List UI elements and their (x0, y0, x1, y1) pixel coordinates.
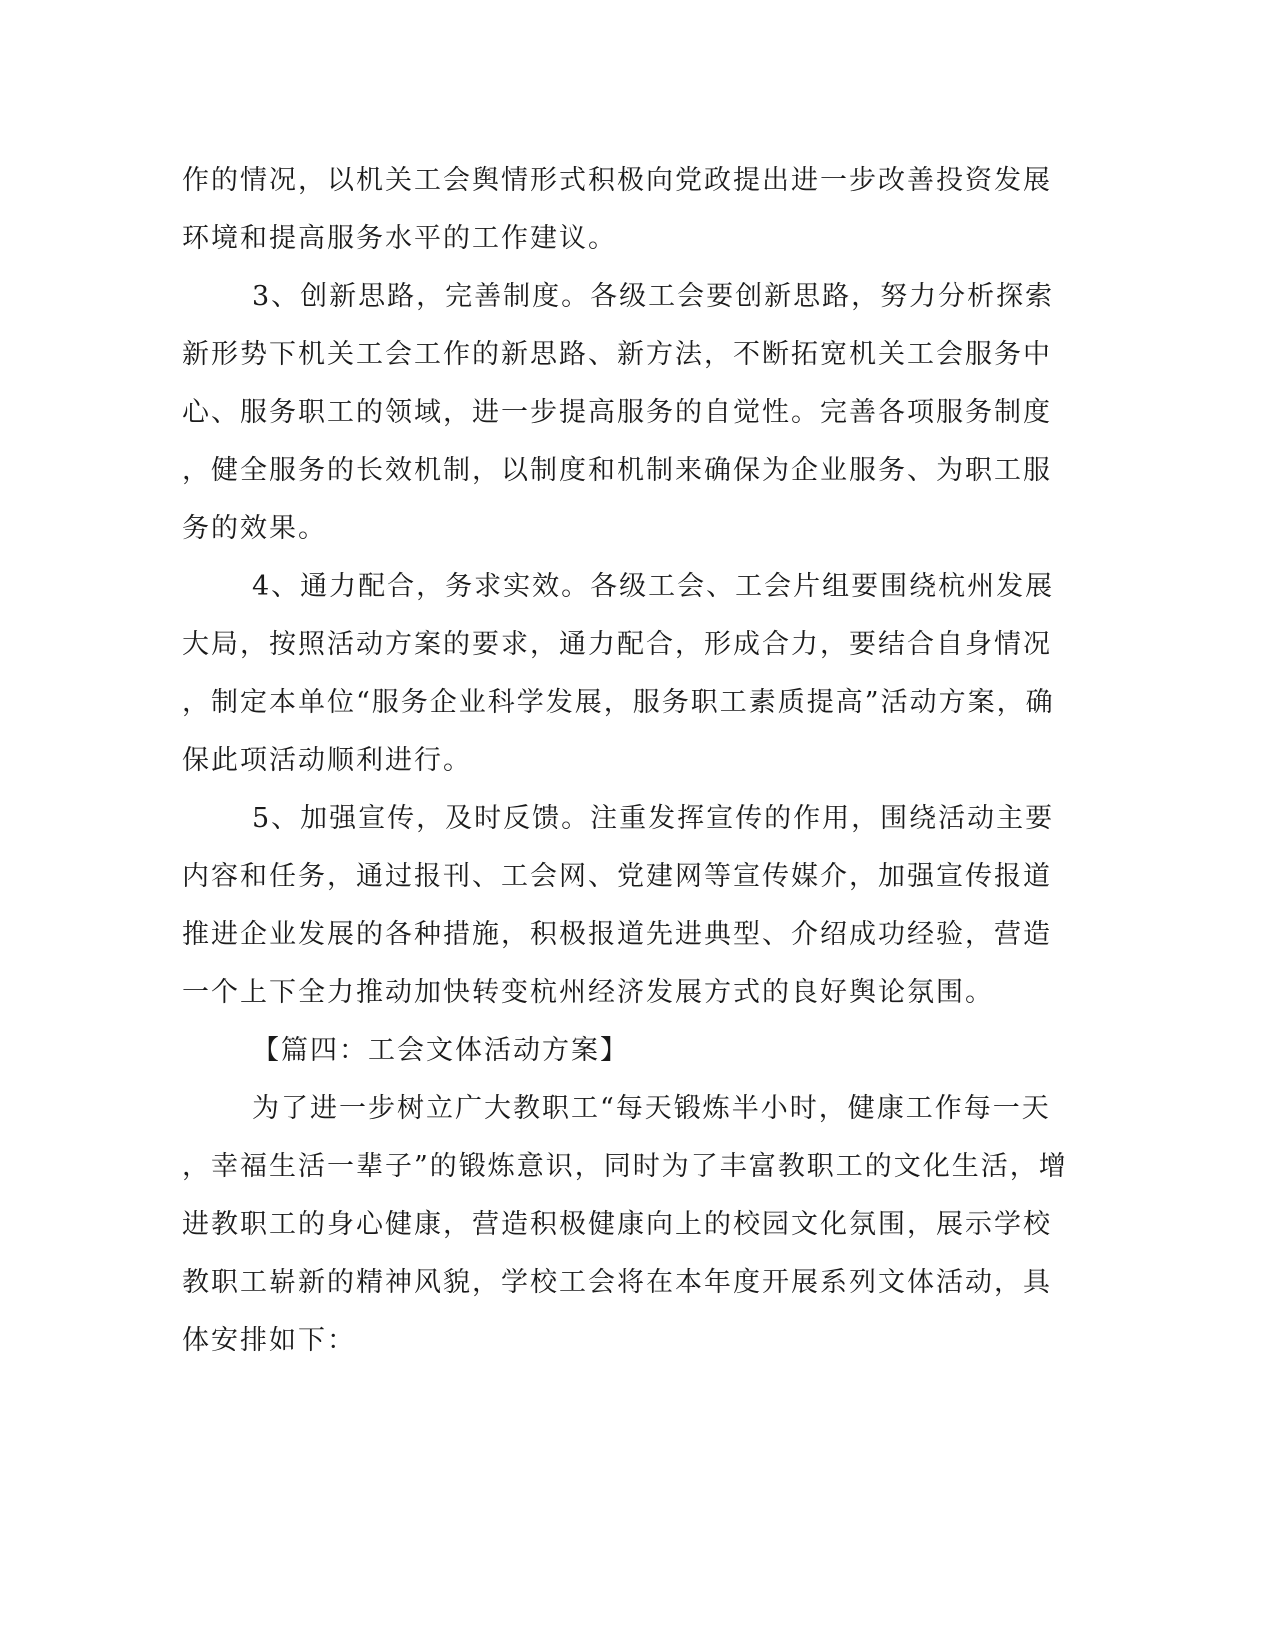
text-line: 4、通力配合，务求实效。各级工会、工会片组要围绕杭州发展 (252, 571, 1055, 602)
text-line: 体安排如下： (182, 1325, 356, 1356)
document-body (182, 152, 1068, 1370)
text-line: 5、加强宣传，及时反馈。注重发挥宣传的作用，围绕活动主要 (252, 803, 1055, 834)
section-heading: 【篇四：工会文体活动方案】 (252, 1035, 629, 1066)
text-line: 新形势下机关工会工作的新思路、新方法，不断拓宽机关工会服务中 (182, 339, 1052, 370)
text-line: ，幸福生活一辈子”的锻炼意识，同时为了丰富教职工的文化生活，增 (182, 1151, 1068, 1182)
text-line: 保此项活动顺利进行。 (182, 745, 472, 776)
text-line: 教职工崭新的精神风貌，学校工会将在本年度开展系列文体活动，具 (182, 1267, 1052, 1298)
text-line: 为了进一步树立广大教职工“每天锻炼半小时，健康工作每一天 (252, 1093, 1051, 1124)
text-line: ，健全服务的长效机制，以制度和机制来确保为企业服务、为职工服 (182, 455, 1052, 486)
text-line: 一个上下全力推动加快转变杭州经济发展方式的良好舆论氛围。 (182, 977, 994, 1008)
text-line: 大局，按照活动方案的要求，通力配合，形成合力，要结合自身情况 (182, 629, 1052, 660)
text-line: 3、创新思路，完善制度。各级工会要创新思路，努力分析探索 (252, 281, 1055, 312)
text-line: 心、服务职工的领域，进一步提高服务的自觉性。完善各项服务制度 (182, 397, 1052, 428)
text-line: 作的情况，以机关工会舆情形式积极向党政提出进一步改善投资发展 (182, 165, 1052, 196)
text-line: ，制定本单位“服务企业科学发展，服务职工素质提高”活动方案，确 (182, 687, 1055, 718)
text-line: 环境和提高服务水平的工作建议。 (182, 223, 617, 254)
text-line: 进教职工的身心健康，营造积极健康向上的校园文化氛围，展示学校 (182, 1209, 1052, 1240)
text-line: 内容和任务，通过报刊、工会网、党建网等宣传媒介，加强宣传报道 (182, 861, 1052, 892)
text-line: 务的效果。 (182, 513, 327, 544)
text-line: 推进企业发展的各种措施，积极报道先进典型、介绍成功经验，营造 (182, 919, 1052, 950)
